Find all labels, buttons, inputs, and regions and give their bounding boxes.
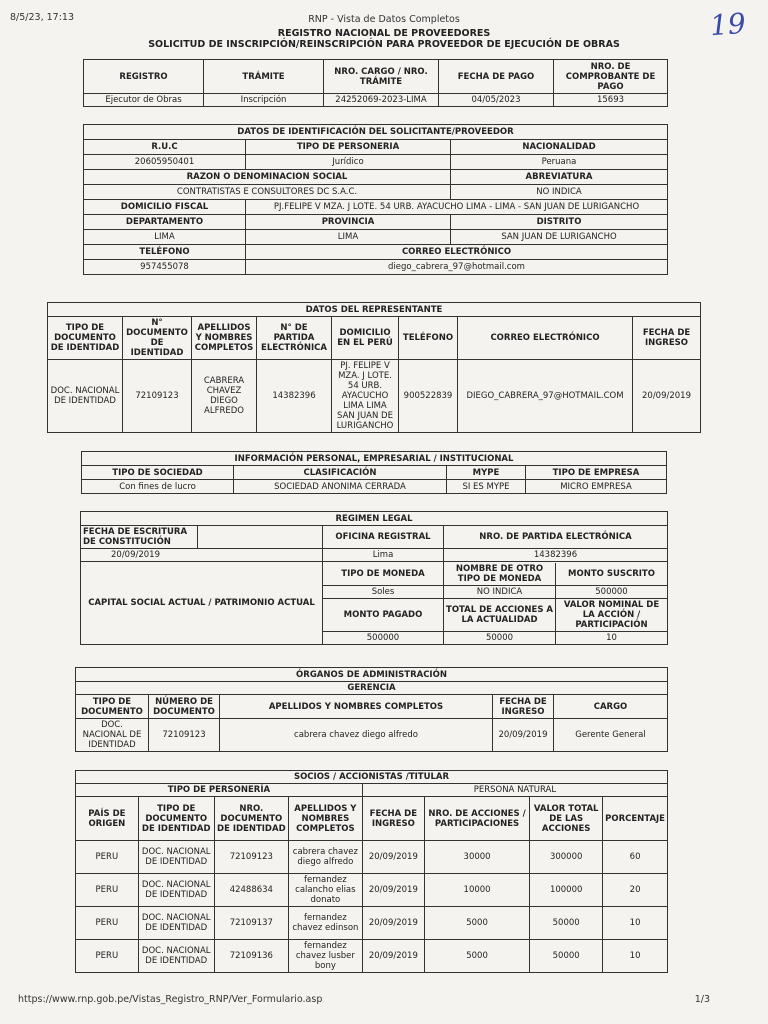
handwritten-page-mark: 19 [709,6,748,43]
header-cell: FECHA DE INGRESO [633,317,701,360]
header-cell: CORREO ELECTRÓNICO [458,317,633,360]
header-cell: TIPO DE PERSONERIA [246,140,451,155]
cell: SOCIEDAD ANONIMA CERRADA [234,480,447,494]
socios-table [75,770,668,973]
table-row [76,907,668,940]
cell: 10 [603,907,668,940]
cell: PERU [76,940,139,973]
header-cell: NRO. DE ACCIONES / PARTICIPACIONES [424,797,529,841]
header-cell: TIPO DE MONEDA [323,562,444,586]
cell: 30000 [424,841,529,874]
header-cell: ABREVIATURA [451,170,668,185]
cell: CONTRATISTAS E CONSULTORES DC S.A.C. [84,185,451,200]
header-cell: N° DOCUMENTO DE IDENTIDAD [123,317,192,360]
identificacion-table [83,124,668,275]
header-cell: DOMICILIO EN EL PERÚ [332,317,399,360]
page-title: RNP - Vista de Datos Completos [308,14,460,25]
header-cell: FECHA DE INGRESO [362,797,424,841]
cell: fernandez calancho elias donato [288,874,362,907]
section-title: DATOS DE IDENTIFICACIÓN DEL SOLICITANTE/PROVEEDOR [84,125,668,140]
cell: 957455078 [84,260,246,275]
cell: NO INDICA [444,586,556,598]
cell: PJ. FELIPE V MZA. J LOTE. 54 URB. AYACUCHO LIMA LIMA SAN JUAN DE LURIGANCHO [332,360,399,433]
table-row [76,841,668,874]
cell: 20/09/2019 [362,874,424,907]
header-cell: N° DE PARTIDA ELECTRÓNICA [257,317,332,360]
cell: Lima [323,549,444,562]
header-cell: APELLIDOS Y NOMBRES COMPLETOS [192,317,257,360]
page-number: 1/3 [694,994,710,1005]
cell: 72109123 [149,719,220,752]
cell: 50000 [530,940,603,973]
cell: cabrera chavez diego alfredo [288,841,362,874]
header-cell: CORREO ELECTRÓNICO [246,245,668,260]
split-cell [444,586,668,599]
header-cell: TIPO DE DOCUMENTO DE IDENTIDAD [138,797,214,841]
cell: Gerente General [554,719,668,752]
cell: 20/09/2019 [493,719,554,752]
header-cell: APELLIDOS Y NOMBRES COMPLETOS [288,797,362,841]
header-cell: NRO. DE COMPROBANTE DE PAGO [554,60,668,94]
header-cell: TELÉFONO [399,317,458,360]
section-title: REGIMEN LEGAL [81,512,668,526]
cell: SAN JUAN DE LURIGANCHO [451,230,668,245]
header-cell: MONTO SUSCRITO [556,563,668,585]
header-cell: FECHA DE PAGO [439,60,554,94]
header-cell: TIPO DE DOCUMENTO [76,695,149,719]
page-url: https://www.rnp.gob.pe/Vistas_Registro_RNP/Ver_Formulario.asp [18,994,323,1005]
header-cell: RAZON O DENOMINACION SOCIAL [84,170,451,185]
cell: 20/09/2019 [81,549,323,562]
header-cell: TIPO DE PERSONERÍA [76,784,363,797]
cell: fernandez chavez edinson [288,907,362,940]
cell: 5000 [424,907,529,940]
header-cell: VALOR TOTAL DE LAS ACCIONES [530,797,603,841]
blank-cell [198,526,323,549]
cell: 500000 [595,587,628,597]
header-cell: APELLIDOS Y NOMBRES COMPLETOS [220,695,493,719]
header-cell: PAÍS DE ORIGEN [76,797,139,841]
cell: 20/09/2019 [362,841,424,874]
header-cell: MYPE [447,466,526,480]
section-title: SOCIOS / ACCIONISTAS /TITULAR [76,771,668,784]
header-cell: CARGO [554,695,668,719]
representante-table [47,302,701,433]
header-cell: TIPO DE SOCIEDAD [82,466,234,480]
cell: 100000 [530,874,603,907]
cell: 72109123 [214,841,288,874]
header-cell: NRO. DE PARTIDA ELECTRÓNICA [444,526,668,549]
cell: 72109136 [214,940,288,973]
cell: 04/05/2023 [439,94,554,107]
split-cell [444,562,668,586]
section-title: ÓRGANOS DE ADMINISTRACIÓN [76,668,668,682]
cell: PERU [76,874,139,907]
cell: Inscripción [204,94,324,107]
cell: Jurídico [246,155,451,170]
cell: 60 [603,841,668,874]
cell: 72109123 [123,360,192,433]
header-cell: TRÁMITE [204,60,324,94]
cell: 20 [603,874,668,907]
print-datetime: 8/5/23, 17:13 [10,12,74,23]
header-cell: TELÉFONO [84,245,246,260]
header-cell: CLASIFICACIÓN [234,466,447,480]
cell: 15693 [554,94,668,107]
split-cell [444,632,668,645]
cell: Con fines de lucro [82,480,234,494]
header-cell: DEPARTAMENTO [84,215,246,230]
cell: 300000 [530,841,603,874]
cell: DOC. NACIONAL DE IDENTIDAD [138,841,214,874]
cell: 500000 [323,632,444,645]
cell: LIMA [84,230,246,245]
capital-label: CAPITAL SOCIAL ACTUAL / PATRIMONIO ACTUAL [81,562,323,645]
header-cell: MONTO PAGADO [323,599,444,632]
cell: DOC. NACIONAL DE IDENTIDAD [138,874,214,907]
cell: DOC. NACIONAL DE IDENTIDAD [138,940,214,973]
cell: 42488634 [214,874,288,907]
cell: DOC. NACIONAL DE IDENTIDAD [138,907,214,940]
cell: 10 [603,940,668,973]
section-title: INFORMACIÓN PERSONAL, EMPRESARIAL / INSTITUCIONAL [82,452,667,466]
table-row [76,874,668,907]
title-registro: REGISTRO NACIONAL DE PROVEEDORES [277,28,491,39]
cell: cabrera chavez diego alfredo [220,719,493,752]
header-cell: NOMBRE DE OTRO TIPO DE MONEDA [444,563,556,585]
cell: 20/09/2019 [362,940,424,973]
cell: 900522839 [399,360,458,433]
header-cell: PROVINCIA [246,215,451,230]
header-cell: OFICINA REGISTRAL [323,526,444,549]
header-cell: NRO. CARGO / NRO. TRÁMITE [324,60,439,94]
header-cell: TIPO DE DOCUMENTO DE IDENTIDAD [48,317,123,360]
header-cell: PORCENTAJE [603,797,668,841]
organos-table [75,667,668,752]
header-cell: VALOR NOMINAL DE LA ACCIÓN / PARTICIPACIÓN [556,599,668,631]
header-cell: NRO. DOCUMENTO DE IDENTIDAD [214,797,288,841]
cell: 10000 [424,874,529,907]
section-title: DATOS DEL REPRESENTANTE [48,303,701,317]
header-cell: FECHA DE INGRESO [493,695,554,719]
cell: 50000 [444,632,556,644]
cell: 50000 [530,907,603,940]
header-cell: NACIONALIDAD [451,140,668,155]
cell: DOC. NACIONAL DE IDENTIDAD [76,719,149,752]
cell: fernandez chavez lusber bony [288,940,362,973]
header-cell: R.U.C [84,140,246,155]
cell: diego_cabrera_97@hotmail.com [246,260,668,275]
header-cell: NÚMERO DE DOCUMENTO [149,695,220,719]
header-cell: DISTRITO [451,215,668,230]
split-cell [444,599,668,632]
cell: MICRO EMPRESA [526,480,667,494]
header-cell: TOTAL DE ACCIONES A LA ACTUALIDAD [444,599,556,631]
cell: 5000 [424,940,529,973]
section-subtitle: GERENCIA [76,682,668,695]
header-cell: REGISTRO [84,60,204,94]
title-solicitud: SOLICITUD DE INSCRIPCIÓN/REINSCRIPCIÓN PARA PROVEEDOR DE EJECUCIÓN DE OBRAS [148,39,620,50]
cell: Peruana [451,155,668,170]
registro-table [83,59,668,107]
cell: PJ.FELIPE V MZA. J LOTE. 54 URB. AYACUCHO LIMA - LIMA - SAN JUAN DE LURIGANCHO [246,200,668,215]
cell: 10 [606,633,617,643]
cell: PERU [76,841,139,874]
cell: DOC. NACIONAL DE IDENTIDAD [48,360,123,433]
table-row [76,940,668,973]
cell: 24252069-2023-LIMA [324,94,439,107]
cell: 20/09/2019 [633,360,701,433]
cell: 14382396 [257,360,332,433]
header-cell: FECHA DE ESCRITURA DE CONSTITUCIÓN [81,526,198,549]
cell: Soles [323,586,444,599]
cell: 20605950401 [84,155,246,170]
cell: 20/09/2019 [362,907,424,940]
cell: LIMA [246,230,451,245]
header-cell: TIPO DE EMPRESA [526,466,667,480]
header-cell: DOMICILIO FISCAL [84,200,246,215]
cell: DIEGO_CABRERA_97@HOTMAIL.COM [458,360,633,433]
document-titles [0,28,768,50]
informacion-table [81,451,667,494]
regimen-table [80,511,668,645]
cell: PERSONA NATURAL [362,784,667,797]
cell: 14382396 [444,549,668,562]
cell: PERU [76,907,139,940]
cell: CABRERA CHAVEZ DIEGO ALFREDO [192,360,257,433]
cell: 72109137 [214,907,288,940]
cell: NO INDICA [451,185,668,200]
cell: SI ES MYPE [447,480,526,494]
cell: Ejecutor de Obras [84,94,204,107]
